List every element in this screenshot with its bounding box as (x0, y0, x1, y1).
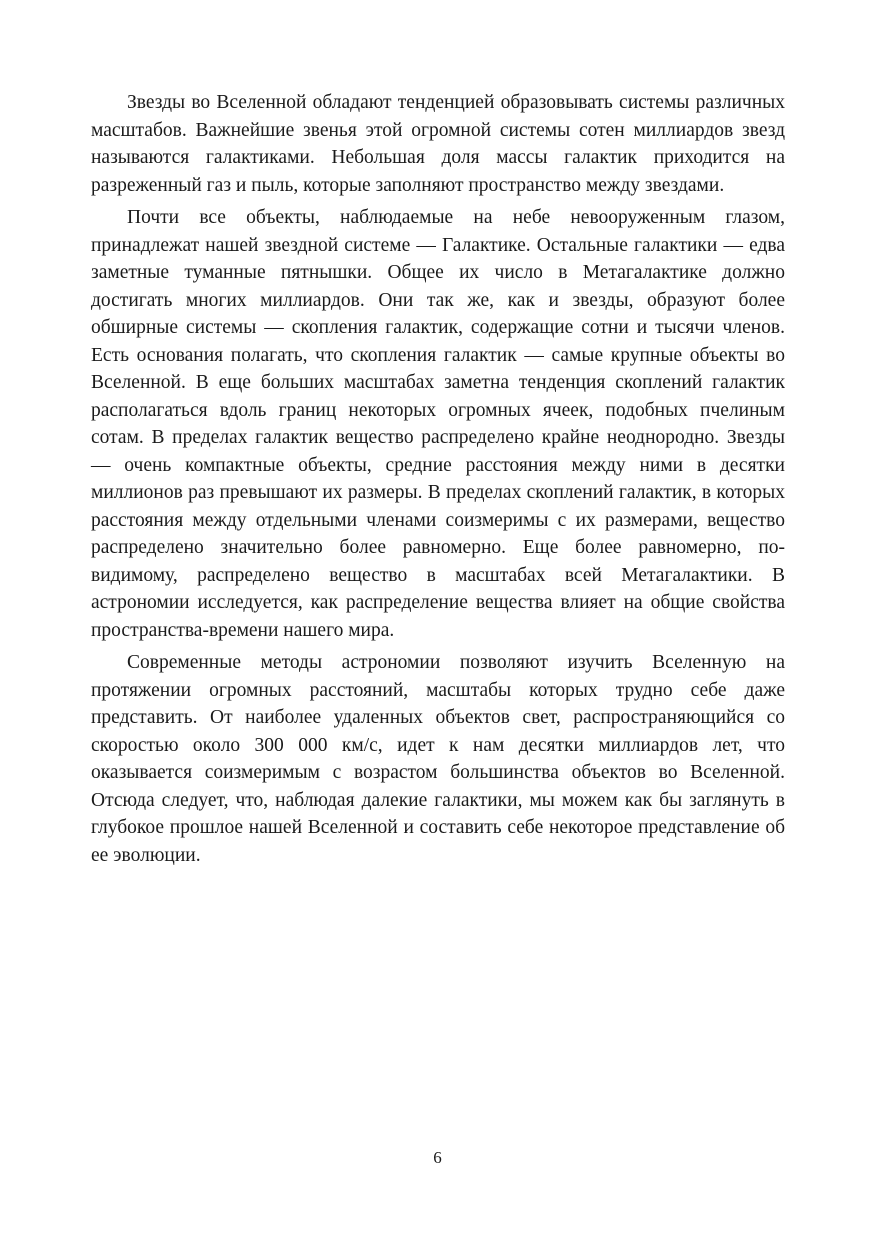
paragraph-1: Звезды во Вселенной обладают тенденцией образовывать системы различных масштабов. Важнейшие звенья этой огромной системы сотен миллиардов звезд называются галактиками. Небольшая доля массы галактик приходится на разреженный газ и пыль, которые заполняют пространство между звездами. (91, 92, 785, 196)
paragraph-2: Почти все объекты, наблюдаемые на небе невооруженным глазом, принадлежат нашей звездной системе — Галактике. Остальные галактики — едва заметные туманные пятнышки. Общее их число в Метагалактике должно достигать многих миллиардов. Они так же, как и звезды, образуют более обширные системы — скопления галактик, содержащие сотни и тысячи членов. Есть основания полагать, что скопления галактик — самые крупные объекты во Вселенной. В еще больших масштабах заметна тенденция скоплений галактик располагаться вдоль границ некоторых огромных ячеек, подобных пчелиным сотам. В пределах галактик вещество распределено крайне неоднородно. Звезды — очень компактные объекты, средние расстояния между ними в десятки миллионов раз превышают их размеры. В пределах скоплений галактик, в которых расстояния между отдельными членами соизмеримы с их размерами, вещество распределено значительно более равномерно. Еще более равномерно, по-видимому, распределено вещество в масштабах всей Метагалактики. В астрономии исследуется, как распределение вещества влияет на общие свойства пространства-времени нашего мира. (91, 207, 785, 641)
page-number: 6 (433, 1148, 442, 1167)
body-text (91, 89, 785, 874)
paragraph-3: Современные методы астрономии позволяют изучить Вселенную на протяжении огромных расстояний, масштабы которых трудно себе даже представить. От наиболее удаленных объектов свет, распространяющийся со скоростью около 300 000 км/с, идет к нам десятки миллиардов лет, что оказывается соизмеримым с возрастом большинства объектов во Вселенной. Отсюда следует, что, наблюдая далекие галактики, мы можем как бы заглянуть в глубокое прошлое нашей Вселенной и составить себе некоторое представление об ее эволюции. (91, 652, 785, 866)
